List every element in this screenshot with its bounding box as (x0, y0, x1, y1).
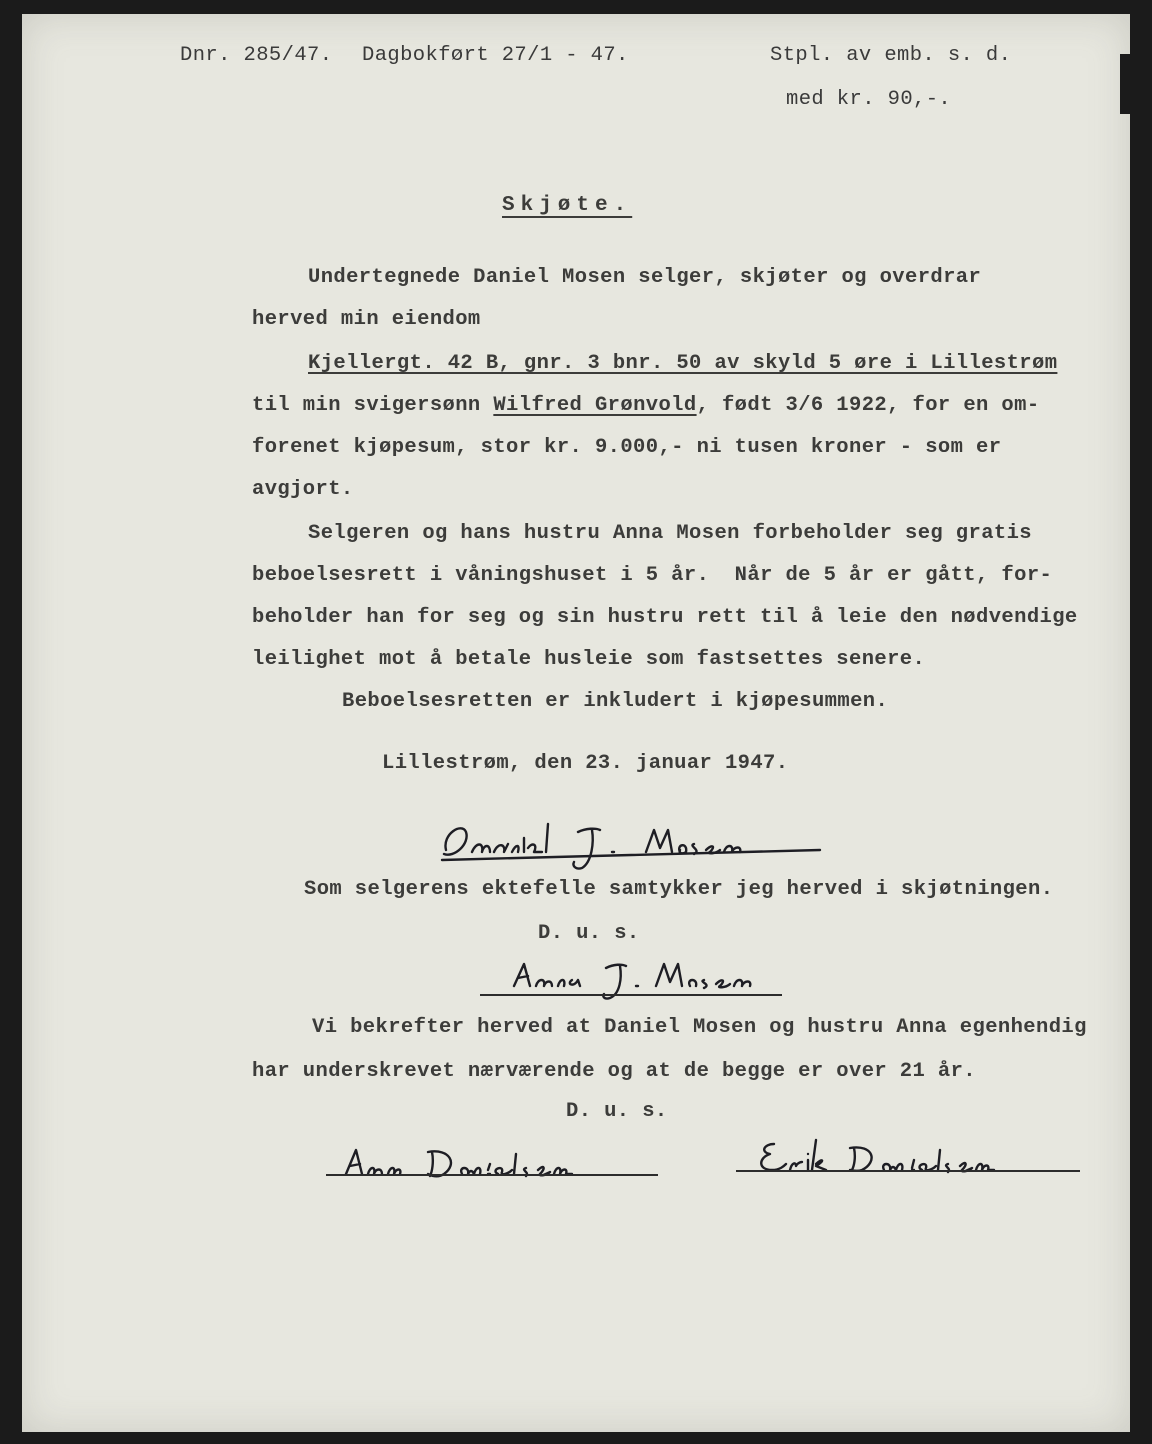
place-and-date: Lillestrøm, den 23. januar 1947. (382, 752, 789, 775)
witness-1-signature (340, 1134, 620, 1194)
seller-signature (432, 814, 832, 874)
buyer-name: Wilfred Grønvold (493, 394, 697, 417)
stamp-line-2: med kr. 90,-. (786, 88, 952, 111)
body-line (252, 394, 1040, 417)
consent-text: Som selgerens ektefelle samtykker jeg herved i skjøtningen. (304, 878, 1054, 901)
body-text: , født 3/6 1922, for en om- (696, 394, 1040, 417)
body-text: til min svigersønn (252, 394, 494, 417)
journal-number: Dnr. 285/47. (180, 44, 333, 67)
body-line: Undertegnede Daniel Mosen selger, skjøter og overdrar (308, 266, 982, 289)
witness-2-signature-line (736, 1170, 1080, 1172)
body-line: forenet kjøpesum, stor kr. 9.000,- ni tusen kroner - som er (252, 436, 1002, 459)
body-line: leilighet mot å betale husleie som fastsettes senere. (252, 648, 926, 671)
property-description: Kjellergt. 42 B, gnr. 3 bnr. 50 av skyld 5 øre i Lillestrøm (308, 352, 1058, 375)
logged-date: Dagbokført 27/1 - 47. (362, 44, 629, 67)
body-line: beboelsesrett i våningshuset i 5 år. Når de 5 år er gått, for- (252, 564, 1053, 587)
witness-text: har underskrevet nærværende og at de begge er over 21 år. (252, 1060, 977, 1083)
document-page (22, 14, 1130, 1432)
paper-edge-tear (1120, 54, 1130, 114)
dus-abbrev: D. u. s. (538, 922, 640, 945)
document-title: Skjøte. (502, 194, 633, 217)
spouse-signature (502, 950, 802, 1010)
witness-text: Vi bekrefter herved at Daniel Mosen og hustru Anna egenhendig (312, 1016, 1087, 1039)
body-line: herved min eiendom (252, 308, 481, 331)
spouse-signature-line (480, 994, 782, 996)
body-line: Beboelsesretten er inkludert i kjøpesummen. (342, 690, 889, 713)
stamp-line-1: Stpl. av emb. s. d. (770, 44, 1012, 67)
dus-abbrev: D. u. s. (566, 1100, 668, 1123)
body-line: beholder han for seg og sin hustru rett til å leie den nødvendige (252, 606, 1078, 629)
witness-2-signature (750, 1130, 1030, 1190)
body-line: Selgeren og hans hustru Anna Mosen forbeholder seg gratis (308, 522, 1033, 545)
witness-1-signature-line (326, 1174, 658, 1176)
body-line: avgjort. (252, 478, 354, 501)
